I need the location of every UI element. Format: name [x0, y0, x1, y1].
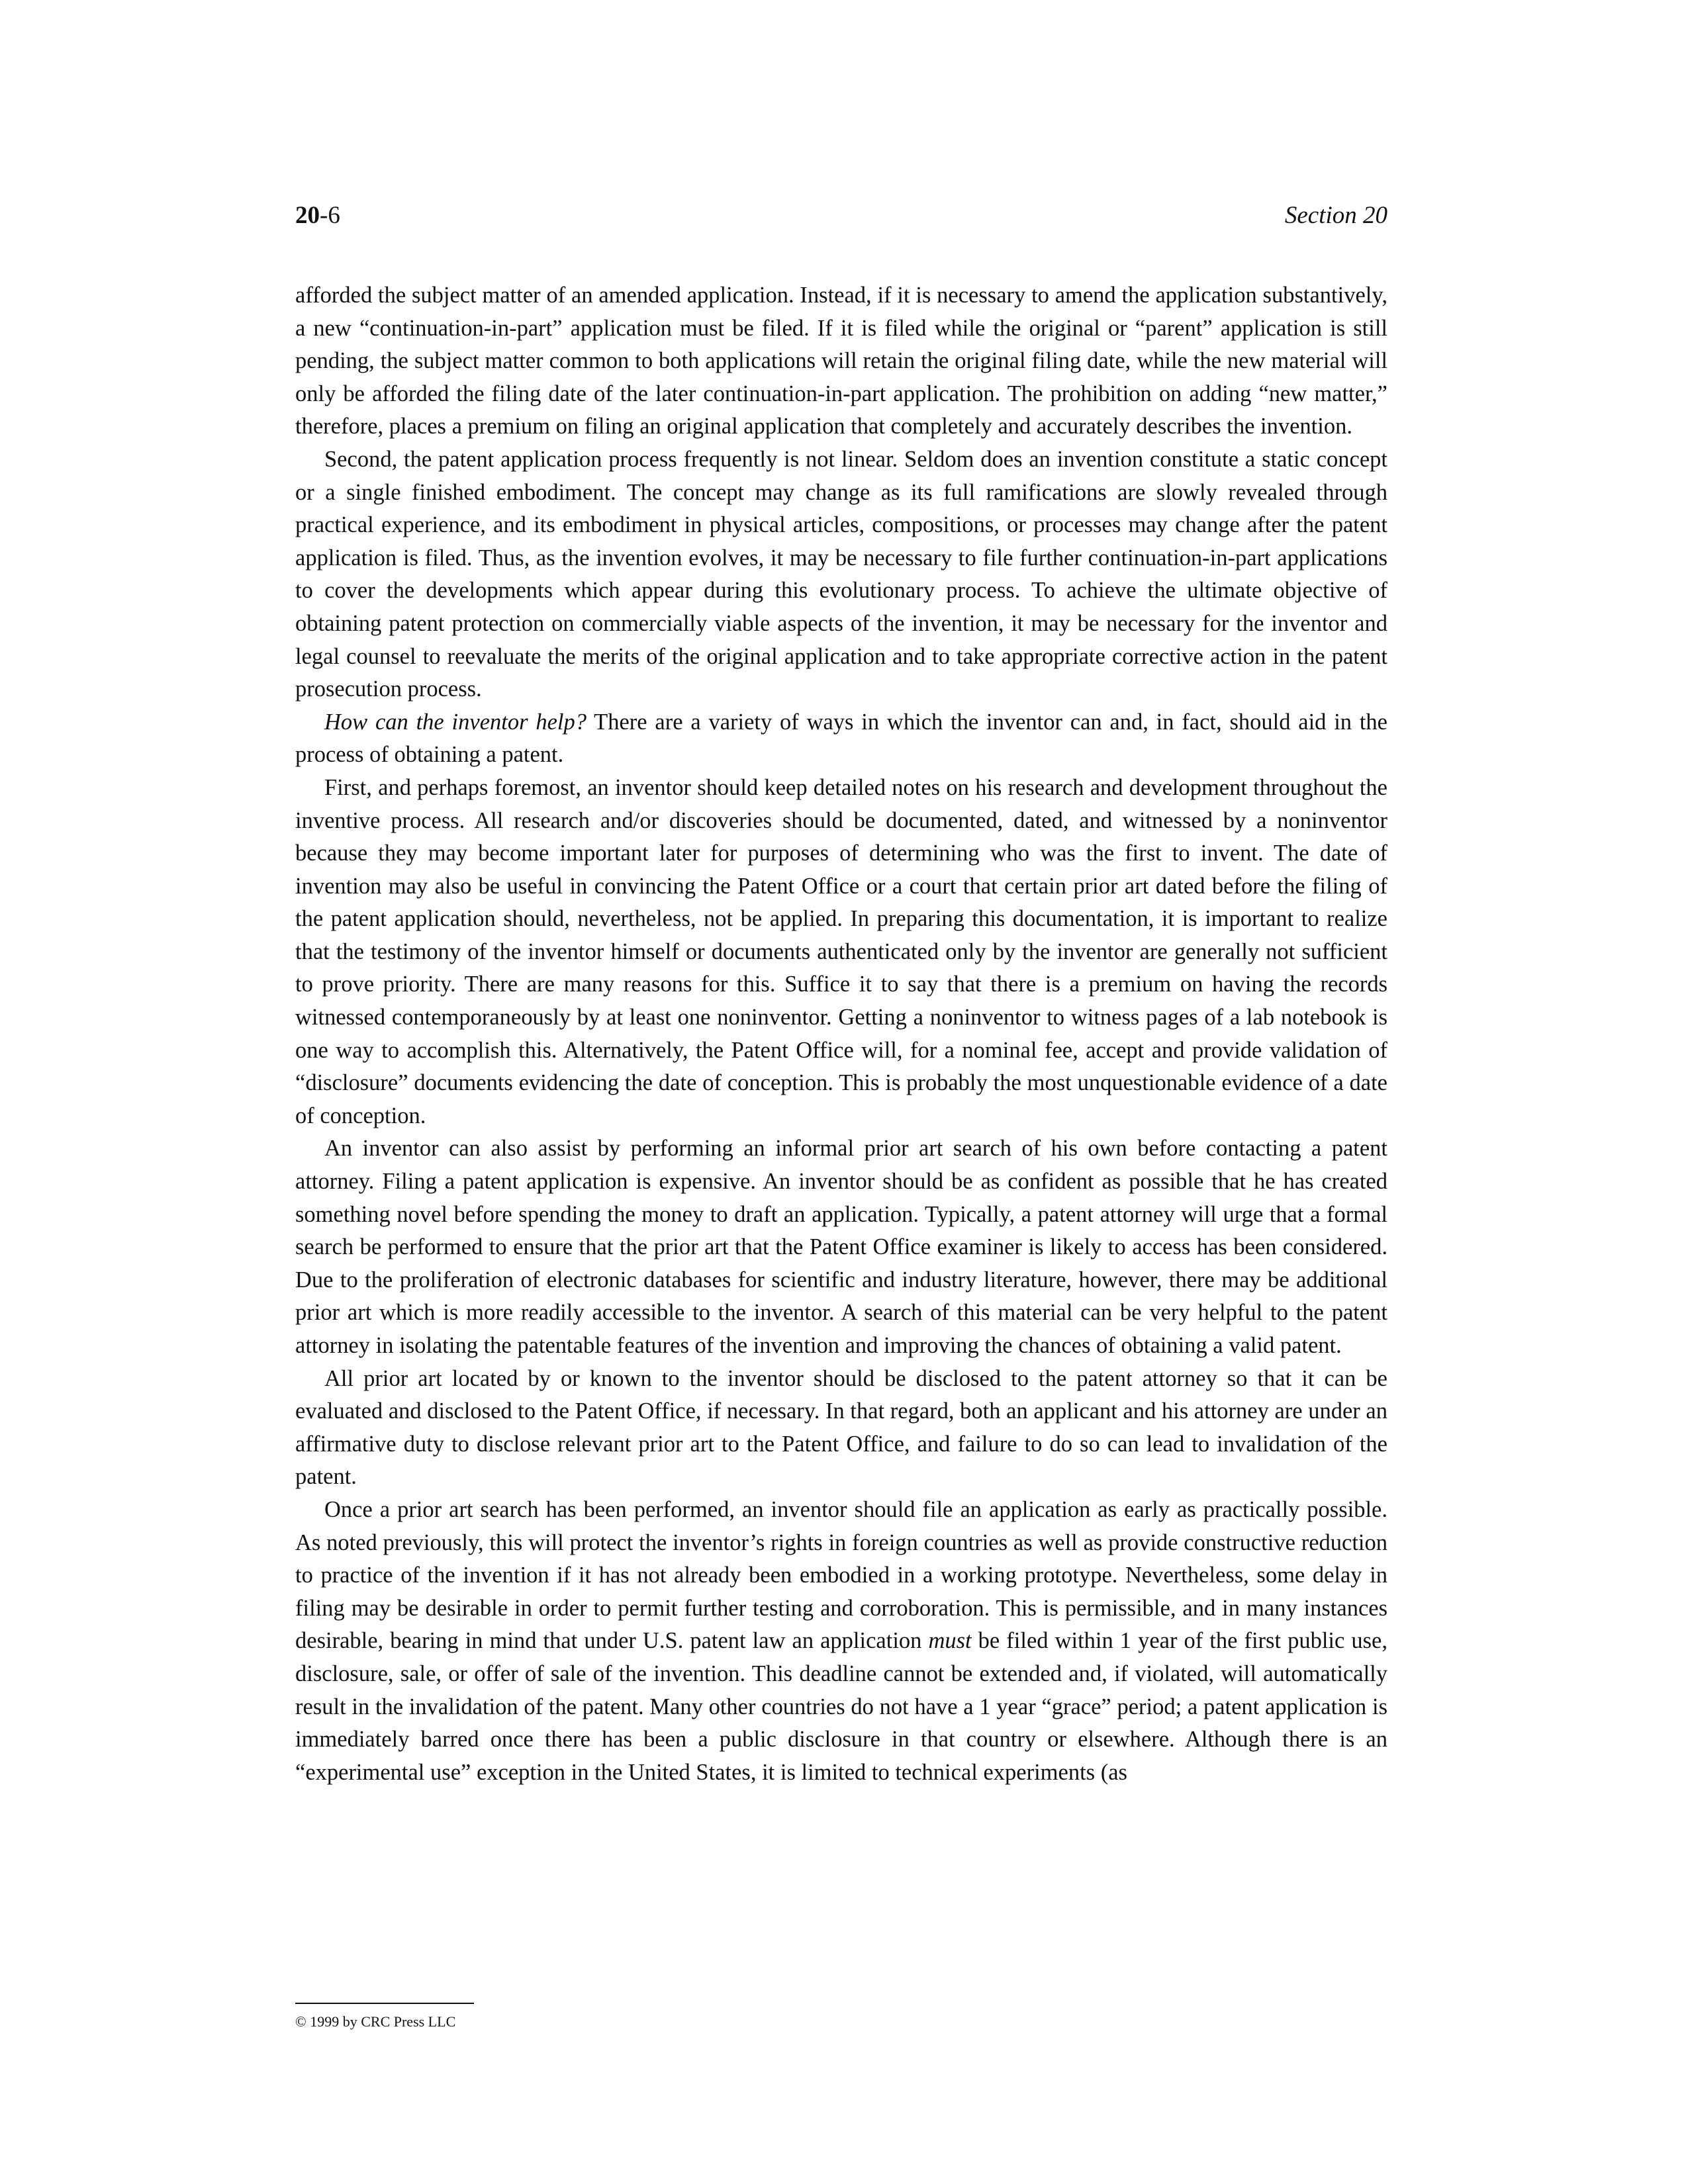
paragraph-3-italic-lead: How can the inventor help?: [324, 709, 586, 735]
paragraph-1: afforded the subject matter of an amended application. Instead, if it is necessary to amend the application substantively, a new “continuation-in-part” application must be filed. If it is filed while the original or “parent” application is still pending, the subject matter common to both applications will retain the original filing date, while the new material will only be afforded the filing date of the later continuation-in-part application. The prohibition on adding “new matter,” therefore, places a premium on filing an original application that completely and accurately describes the invention.: [295, 283, 1387, 439]
chapter-number: 20: [295, 202, 320, 229]
copyright-notice: © 1999 by CRC Press LLC: [295, 2013, 456, 2030]
paragraph-5: An inventor can also assist by performing an informal prior art search of his own before contacting a patent attorney. Filing a patent application is expensive. An inventor should be as confident as possible that he has created something novel before spending the money to draft an application. Typically, a patent attorney will urge that a formal search be performed to ensure that the prior art that the Patent Office examiner is likely to access has been considered. Due to the proliferation of electronic databases for scientific and industry literature, however, there may be additional prior art which is more readily accessible to the inventor. A search of this material can be very helpful to the patent attorney in isolating the patentable features of the invention and improving the chances of obtaining a valid patent.: [295, 1136, 1387, 1358]
paragraph-7-emphasis: must: [928, 1628, 972, 1654]
paragraph-7: [295, 1494, 1387, 1789]
paragraph-7-text-before: Once a prior art search has been performed, an inventor should file an application as early as practically possible. As noted previously, this will protect the inventor’s rights in foreign countries as well as provide constructive reduction to practice of the invention if it has not already been embodied in a working prototype. Nevertheless, some delay in filing may be desirable in order to permit further testing and corroboration. This is permissible, and in many instances desirable, bearing in mind that under U.S. patent law an application: [295, 1496, 1387, 1654]
paragraph-4: First, and perhaps foremost, an inventor should keep detailed notes on his research and development throughout the inventive process. All research and/or discoveries should be documented, dated, and witnessed by a noninventor because they may become important later for purposes of determining who was the first to invent. The date of invention may also be useful in convincing the Patent Office or a court that certain prior art dated before the filing of the patent application should, nevertheless, not be applied. In preparing this documentation, it is important to realize that the testimony of the inventor himself or documents authenticated only by the inventor are generally not sufficient to prove priority. There are many reasons for this. Suffice it to say that there is a premium on having the records witnessed contemporaneously by at least one noninventor. Getting a noninventor to witness pages of a lab notebook is one way to accomplish this. Alternatively, the Patent Office will, for a nominal fee, accept and provide validation of “disclosure” documents evidencing the date of conception. This is probably the most unquestionable evidence of a date of conception.: [295, 774, 1387, 1128]
paragraph-7-text-after: be filed within 1 year of the first public use, disclosure, sale, or offer of sale of the invention. This deadline cannot be extended and, if violated, will automatically result in the invalidation of the patent. Many other countries do not have a 1 year “grace” period; a patent application is immediately barred once there has been a public disclosure in that country or elsewhere. Although there is an “experimental use” exception in the United States, it is limited to technical experiments (as: [295, 1628, 1387, 1785]
paragraph-3-text: There are a variety of ways in which the inventor can and, in fact, should aid in the process of obtaining a patent.: [295, 709, 1387, 768]
page-suffix: -6: [320, 202, 340, 229]
paragraph-2: Second, the patent application process frequently is not linear. Seldom does an invention constitute a static concept or a single finished embodiment. The concept may change as its full ramifications are slowly revealed through practical experience, and its embodiment in physical articles, compositions, or processes may change after the patent application is filed. Thus, as the invention evolves, it may be necessary to file further continuation-in-part applications to cover the developments which appear during this evolutionary process. To achieve the ultimate objective of obtaining patent protection on commercially viable aspects of the invention, it may be necessary for the inventor and legal counsel to reevaluate the merits of the original application and to take appropriate corrective action in the patent prosecution process.: [295, 446, 1387, 702]
paragraph-6: All prior art located by or known to the inventor should be disclosed to the patent attorney so that it can be evaluated and disclosed to the Patent Office, if necessary. In that regard, both an applicant and his attorney are under an affirmative duty to disclose relevant prior art to the Patent Office, and failure to do so can lead to invalidation of the patent.: [295, 1365, 1387, 1490]
paragraph-3: [295, 706, 1387, 772]
section-label: Section 20: [1284, 202, 1387, 229]
body-text: [295, 279, 1387, 1789]
running-head: [295, 196, 1387, 236]
footnote-rule: [295, 2003, 474, 2004]
page-number: [295, 196, 340, 236]
